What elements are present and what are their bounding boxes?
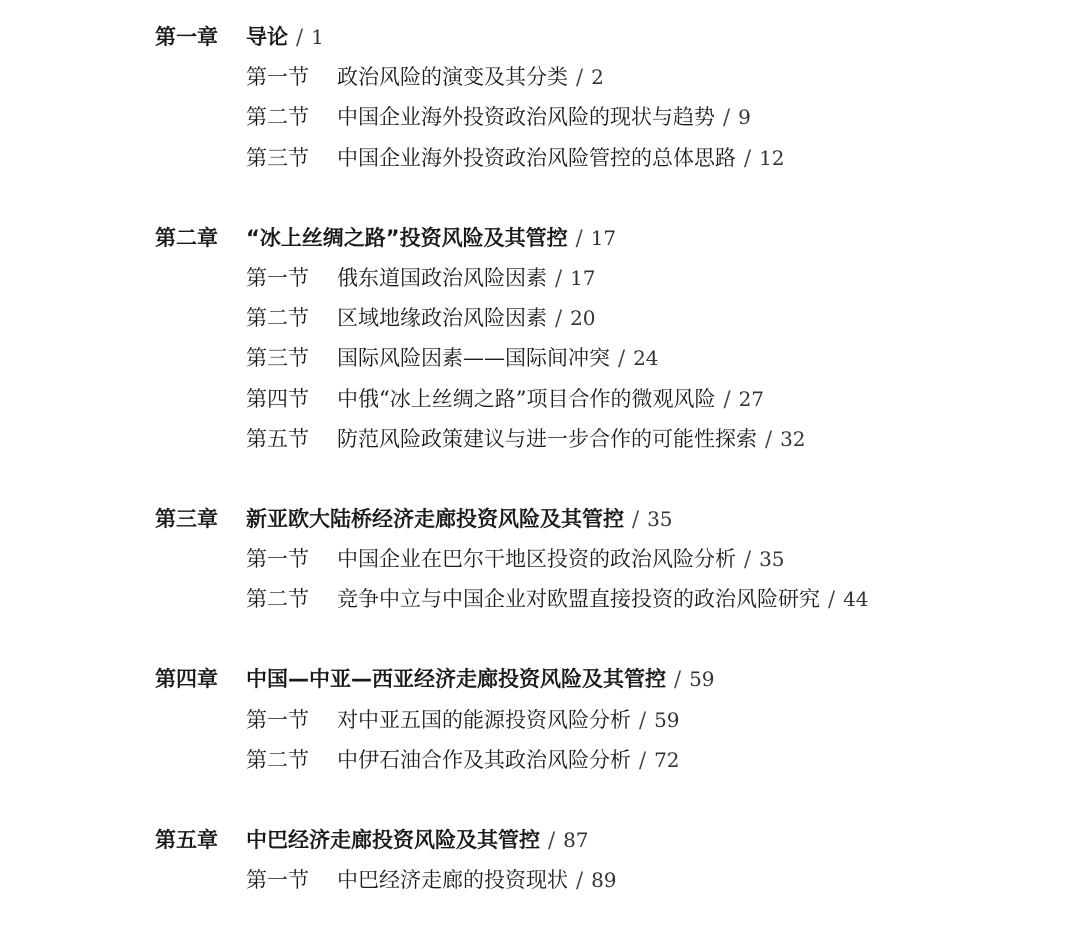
page-number: 87 [563, 828, 589, 852]
section-number: 第三节 [246, 145, 309, 170]
chapter-heading[interactable] [155, 659, 1055, 699]
section-title: 竞争中立与中国企业对欧盟直接投资的政治风险研究 [337, 587, 820, 612]
chapter-3 [155, 499, 1055, 620]
page-separator: / [674, 667, 682, 692]
section-number: 第一节 [246, 265, 309, 290]
section-number: 第二节 [246, 306, 309, 331]
page-number: 17 [590, 225, 617, 250]
chapter-title: 导论 [246, 25, 288, 49]
section-title: 俄东道国政治风险因素 [337, 265, 547, 290]
section-entry[interactable] [155, 97, 1055, 137]
chapter-1 [155, 17, 1055, 178]
section-entry[interactable] [155, 539, 1055, 579]
page-number: 59 [689, 667, 715, 692]
page-separator: / [723, 105, 731, 130]
section-title: 政治风险的演变及其分类 [337, 65, 568, 90]
chapter-2 [155, 218, 1055, 459]
section-number: 第二节 [246, 587, 309, 612]
page-separator: / [744, 547, 752, 572]
chapter-number: 第三章 [155, 506, 218, 531]
page-separator: / [744, 145, 752, 170]
page-number: 12 [759, 145, 785, 170]
page-number: 59 [654, 707, 680, 732]
page-number: 27 [738, 386, 765, 411]
section-title: 中俄“冰上丝绸之路”项目合作的微观风险 [337, 386, 716, 411]
section-entry[interactable] [155, 419, 1055, 459]
section-entry[interactable] [155, 298, 1055, 338]
section-entry[interactable] [155, 860, 1055, 900]
section-number: 第一节 [246, 547, 309, 572]
page-number: 24 [633, 346, 659, 371]
page-separator: / [639, 707, 647, 732]
page-separator: / [639, 747, 647, 772]
page-separator: / [575, 225, 583, 250]
page-separator: / [555, 306, 563, 331]
section-entry[interactable] [155, 338, 1055, 378]
chapter-title: 中巴经济走廊投资风险及其管控 [246, 828, 540, 852]
section-entry[interactable] [155, 379, 1055, 419]
page-number: 17 [570, 265, 596, 290]
page-separator: / [632, 506, 640, 531]
page-number: 32 [780, 426, 806, 451]
section-number: 第五节 [246, 426, 309, 451]
page-separator: / [576, 868, 584, 893]
table-of-contents [155, 17, 1055, 940]
chapter-4 [155, 659, 1055, 780]
section-number: 第二节 [246, 747, 309, 772]
section-title: 中巴经济走廊的投资现状 [337, 868, 568, 893]
page-number: 89 [591, 868, 617, 893]
page-separator: / [618, 346, 626, 371]
section-number: 第二节 [246, 105, 309, 130]
chapter-title: “冰上丝绸之路”投资风险及其管控 [246, 225, 568, 250]
page-number: 72 [654, 747, 680, 772]
section-title: 国际风险因素——国际间冲突 [337, 346, 610, 371]
chapter-heading[interactable] [155, 820, 1055, 860]
page-number: 2 [591, 65, 604, 90]
page-separator: / [723, 386, 731, 411]
section-number: 第四节 [246, 386, 309, 411]
chapter-number: 第四章 [155, 667, 218, 692]
section-title: 区域地缘政治风险因素 [337, 306, 547, 331]
section-number: 第一节 [246, 65, 309, 90]
chapter-heading[interactable] [155, 499, 1055, 539]
chapter-number: 第一章 [155, 25, 218, 49]
section-entry[interactable] [155, 579, 1055, 619]
chapter-title: 中国—中亚—西亚经济走廊投资风险及其管控 [246, 667, 666, 692]
section-number: 第一节 [246, 707, 309, 732]
section-entry[interactable] [155, 57, 1055, 97]
section-entry[interactable] [155, 700, 1055, 740]
chapter-5 [155, 820, 1055, 900]
page-number: 35 [759, 547, 785, 572]
section-title: 中国企业海外投资政治风险管控的总体思路 [337, 145, 736, 170]
section-title: 对中亚五国的能源投资风险分析 [337, 707, 631, 732]
page-separator: / [548, 828, 556, 852]
chapter-title: 新亚欧大陆桥经济走廊投资风险及其管控 [246, 506, 624, 531]
page-separator: / [296, 25, 304, 49]
chapter-number: 第二章 [155, 225, 218, 250]
chapter-heading[interactable] [155, 17, 1055, 57]
section-title: 防范风险政策建议与进一步合作的可能性探索 [337, 426, 757, 451]
page-number: 20 [570, 306, 596, 331]
page-number: 1 [311, 25, 324, 49]
page-number: 44 [843, 587, 869, 612]
page-separator: / [555, 265, 563, 290]
section-entry[interactable] [155, 258, 1055, 298]
page-number: 35 [647, 506, 673, 531]
page-separator: / [828, 587, 836, 612]
section-entry[interactable] [155, 740, 1055, 780]
section-number: 第三节 [246, 346, 309, 371]
chapter-heading[interactable] [155, 218, 1055, 258]
chapter-number: 第五章 [155, 828, 218, 852]
page-separator: / [765, 426, 773, 451]
section-number: 第一节 [246, 868, 309, 893]
page-number: 9 [738, 105, 751, 130]
section-title: 中国企业海外投资政治风险的现状与趋势 [337, 105, 715, 130]
section-entry[interactable] [155, 138, 1055, 178]
section-title: 中伊石油合作及其政治风险分析 [337, 747, 631, 772]
page-separator: / [576, 65, 584, 90]
section-title: 中国企业在巴尔干地区投资的政治风险分析 [337, 547, 736, 572]
